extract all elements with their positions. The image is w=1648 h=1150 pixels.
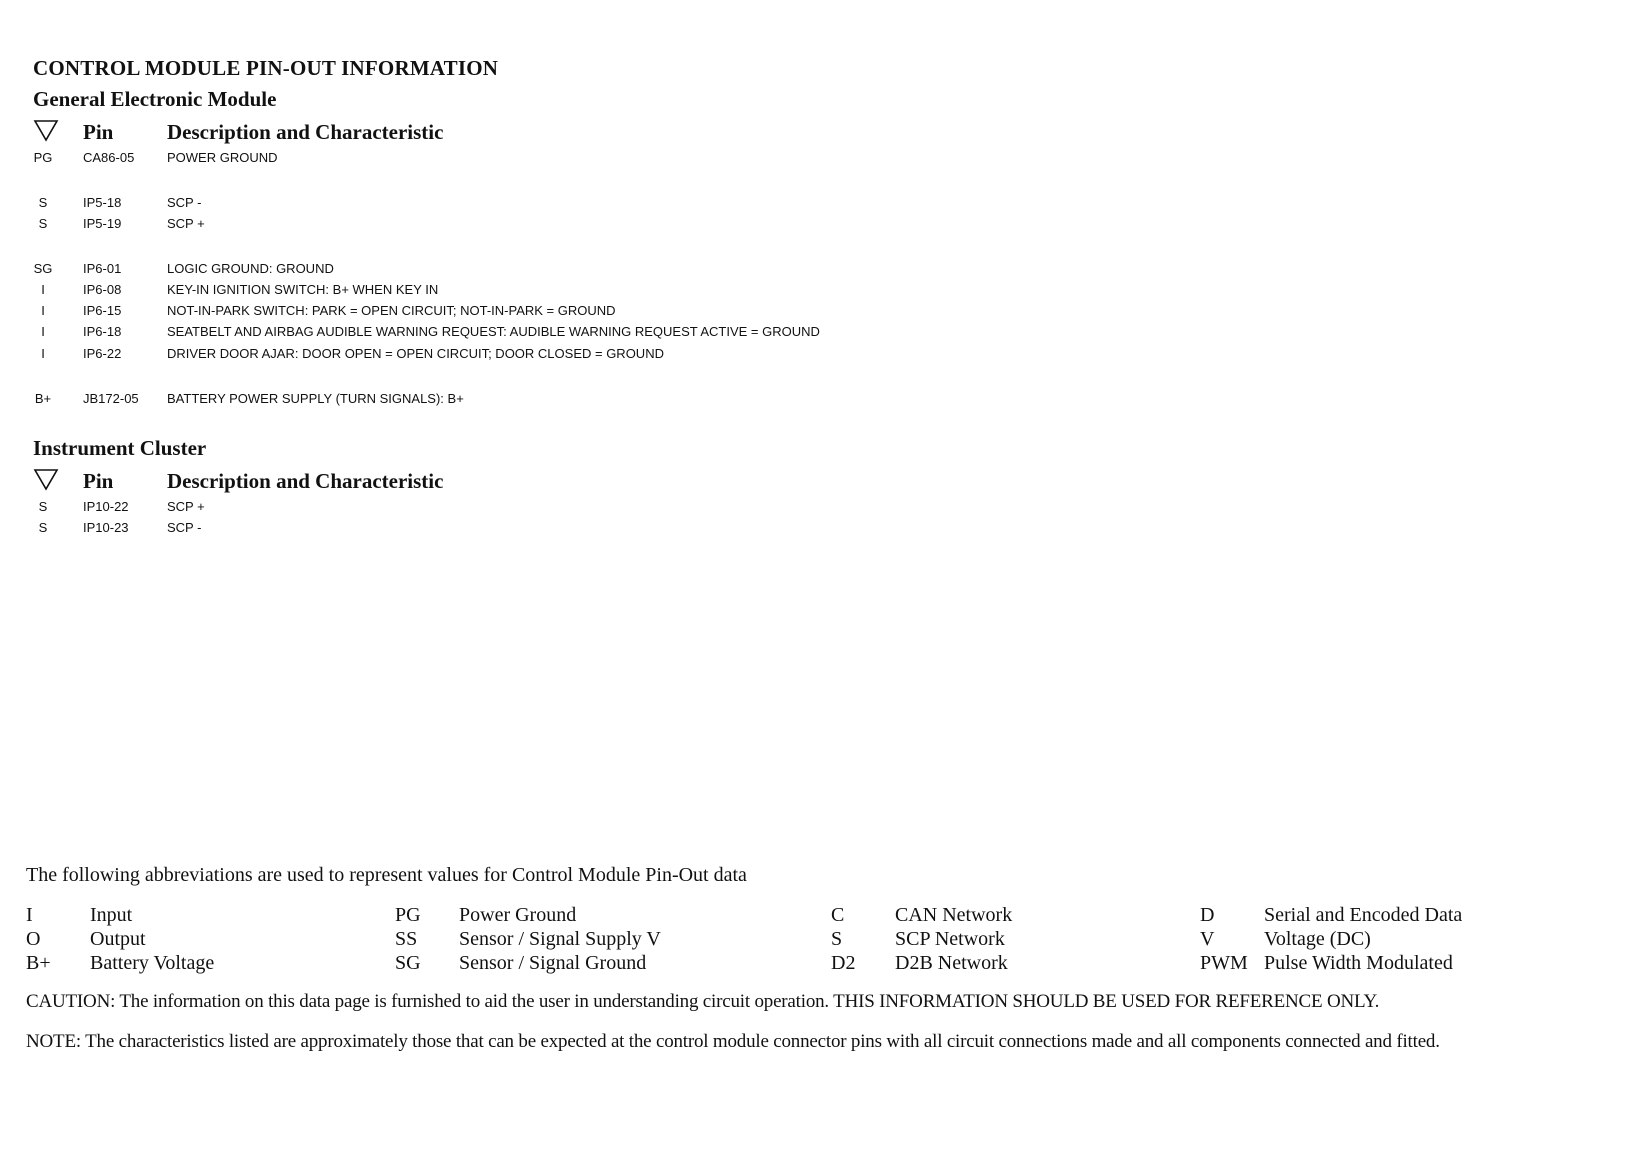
abbreviation-meaning: Sensor / Signal Supply V bbox=[459, 928, 661, 950]
triangle-down-icon bbox=[33, 467, 59, 491]
abbreviation-code: S bbox=[831, 928, 843, 950]
pin-type: S bbox=[38, 195, 48, 210]
abbreviation-code: SS bbox=[395, 928, 418, 950]
abbreviation-meaning: Power Ground bbox=[459, 904, 577, 926]
pin-description: SEATBELT AND AIRBAG AUDIBLE WARNING REQUEST: AUDIBLE WARNING REQUEST ACTIVE = GROUND bbox=[167, 324, 820, 339]
module-title-general-electronic-module: General Electronic Module bbox=[33, 87, 277, 111]
pin-id: IP6-22 bbox=[83, 346, 122, 361]
pin-description: KEY-IN IGNITION SWITCH: B+ WHEN KEY IN bbox=[167, 282, 439, 297]
pin-description: SCP + bbox=[167, 216, 205, 231]
abbreviation-code: SG bbox=[395, 952, 421, 974]
note-text: NOTE: The characteristics listed are approximately those that can be expected at the control module connector pins with all circuit connections made and all components connected and fitted. bbox=[26, 1031, 1440, 1052]
pin-description: SCP - bbox=[167, 520, 202, 535]
abbreviation-meaning: D2B Network bbox=[895, 952, 1008, 974]
pin-type: S bbox=[38, 216, 48, 231]
pin-description: LOGIC GROUND: GROUND bbox=[167, 261, 334, 276]
abbreviation-code: PG bbox=[395, 904, 421, 926]
pin-id: IP6-15 bbox=[83, 303, 122, 318]
page-title: CONTROL MODULE PIN-OUT INFORMATION bbox=[33, 56, 499, 80]
pin-description: BATTERY POWER SUPPLY (TURN SIGNALS): B+ bbox=[167, 391, 464, 406]
abbreviation-meaning: Sensor / Signal Ground bbox=[459, 952, 647, 974]
abbreviation-meaning: Output bbox=[90, 928, 146, 950]
pin-type: S bbox=[38, 499, 48, 514]
pin-type: S bbox=[38, 520, 48, 535]
pin-id: IP10-23 bbox=[83, 520, 129, 535]
column-header-description: Description and Characteristic bbox=[167, 120, 444, 144]
pin-type: B+ bbox=[34, 391, 52, 406]
abbreviation-meaning: CAN Network bbox=[895, 904, 1013, 926]
column-header bbox=[33, 118, 793, 146]
module-title-instrument-cluster: Instrument Cluster bbox=[33, 436, 207, 460]
column-header-pin: Pin bbox=[83, 120, 114, 144]
pin-id: JB172-05 bbox=[83, 391, 139, 406]
triangle-down-icon bbox=[33, 118, 59, 142]
abbreviation-code: D bbox=[1200, 904, 1215, 926]
pin-id: IP5-19 bbox=[83, 216, 122, 231]
pin-description: POWER GROUND bbox=[167, 150, 278, 165]
pin-type: I bbox=[41, 346, 45, 361]
abbreviation-code: D2 bbox=[831, 952, 856, 974]
pin-description: SCP - bbox=[167, 195, 202, 210]
column-header-pin: Pin bbox=[83, 469, 114, 493]
abbreviations-intro: The following abbreviations are used to represent values for Control Module Pin-Out data bbox=[26, 864, 747, 886]
pin-id: IP6-08 bbox=[83, 282, 122, 297]
pin-type: I bbox=[41, 324, 45, 339]
abbreviation-meaning: SCP Network bbox=[895, 928, 1005, 950]
column-header-description: Description and Characteristic bbox=[167, 469, 444, 493]
abbreviation-code: O bbox=[26, 928, 41, 950]
caution-text: CAUTION: The information on this data page is furnished to aid the user in understanding circuit operation. THIS INFORMATION SHOULD BE USED FOR REFERENCE ONLY. bbox=[26, 991, 1380, 1012]
abbreviation-code: PWM bbox=[1200, 952, 1248, 974]
pin-type: I bbox=[41, 303, 45, 318]
abbreviation-meaning: Battery Voltage bbox=[90, 952, 215, 974]
abbreviation-code: I bbox=[26, 904, 33, 926]
abbreviation-meaning: Serial and Encoded Data bbox=[1264, 904, 1463, 926]
abbreviation-code: B+ bbox=[26, 952, 51, 974]
abbreviation-code: C bbox=[831, 904, 845, 926]
pin-type: I bbox=[41, 282, 45, 297]
column-header bbox=[33, 467, 793, 495]
pin-type: PG bbox=[33, 150, 53, 165]
pin-id: IP6-01 bbox=[83, 261, 122, 276]
pin-id: IP10-22 bbox=[83, 499, 129, 514]
pin-id: IP5-18 bbox=[83, 195, 122, 210]
pin-id: CA86-05 bbox=[83, 150, 135, 165]
pin-description: NOT-IN-PARK SWITCH: PARK = OPEN CIRCUIT; NOT-IN-PARK = GROUND bbox=[167, 303, 616, 318]
abbreviation-code: V bbox=[1200, 928, 1215, 950]
abbreviation-meaning: Input bbox=[90, 904, 133, 926]
abbreviation-meaning: Pulse Width Modulated bbox=[1264, 952, 1453, 974]
pin-id: IP6-18 bbox=[83, 324, 122, 339]
abbreviation-meaning: Voltage (DC) bbox=[1264, 928, 1371, 950]
pin-description: SCP + bbox=[167, 499, 205, 514]
pin-type: SG bbox=[33, 261, 53, 276]
pin-description: DRIVER DOOR AJAR: DOOR OPEN = OPEN CIRCUIT; DOOR CLOSED = GROUND bbox=[167, 346, 664, 361]
